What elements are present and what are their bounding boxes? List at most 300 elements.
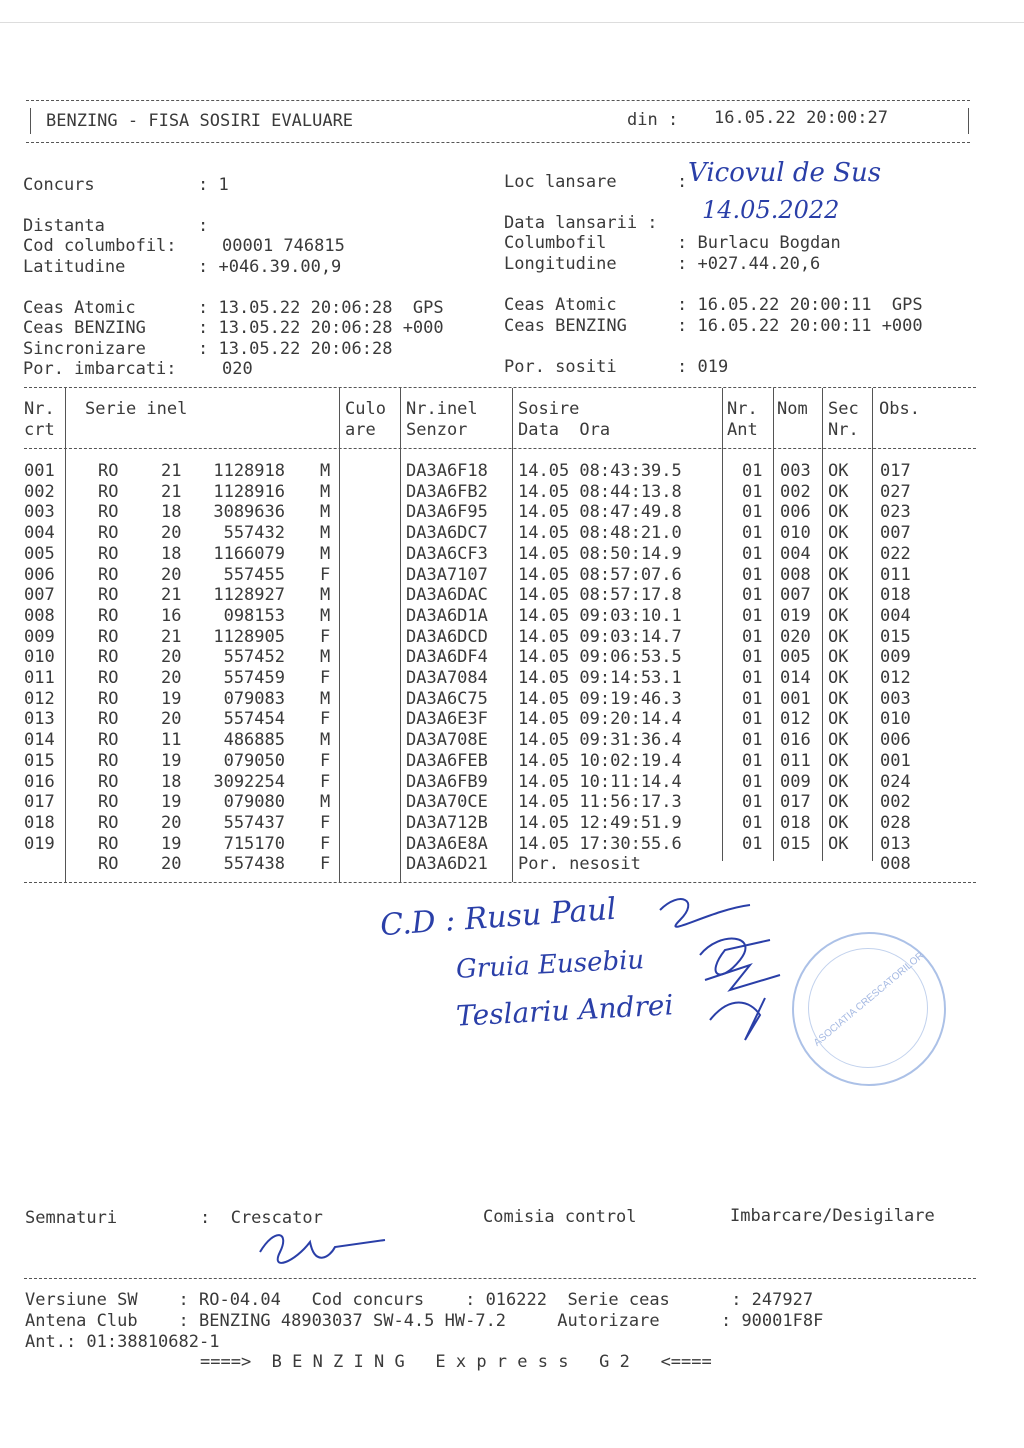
row-sec: OK — [828, 812, 849, 833]
imbarcare-label: Imbarcare/Desigilare — [730, 1206, 935, 1226]
row-sosire: 14.05 10:02:19.4 — [518, 750, 682, 771]
row-nr: 017 — [24, 792, 55, 813]
row-inel: 079050 — [223, 750, 285, 771]
row-senzor: DA3A6DCD — [406, 626, 488, 647]
row-senzor: DA3A6E3F — [406, 709, 488, 730]
row-sosire: 14.05 08:44:13.8 — [518, 481, 682, 502]
imbarcati-value: 020 — [222, 359, 253, 379]
benzing-express-line: ====> B E N Z I N G E x p r e s s G 2 <==== — [200, 1352, 712, 1372]
row-tara: RO — [98, 481, 119, 502]
row-sec: OK — [828, 605, 849, 626]
row-senzor: DA3A708E — [406, 730, 488, 751]
row-an: 21 — [161, 585, 182, 606]
row-nr: 003 — [24, 502, 55, 523]
row-tara: RO — [98, 585, 119, 606]
row-ant: 01 — [742, 585, 763, 606]
th-sec-nr: Nr. — [828, 420, 859, 440]
ceas-benzing-value: : 13.05.22 20:06:28 +000 — [198, 318, 444, 338]
row-sex: F — [320, 750, 331, 771]
row-tara: RO — [98, 750, 119, 771]
table-row — [0, 751, 1024, 772]
row-sec: OK — [828, 461, 849, 481]
row-tara: RO — [98, 461, 119, 481]
row-an: 20 — [161, 668, 182, 688]
row-an: 21 — [161, 626, 182, 647]
handwritten-cd-line: C.D : Rusu Paul — [379, 891, 618, 944]
data-lansarii-label: Data lansarii : — [504, 213, 658, 233]
row-nr: 012 — [24, 688, 55, 709]
row-sex: M — [320, 605, 331, 626]
row-sosire: Por. nesosit — [518, 854, 641, 875]
signature-scribbles — [650, 880, 800, 1050]
row-nom: 009 — [780, 771, 811, 792]
table-row — [0, 502, 1024, 523]
row-obs: 018 — [880, 585, 911, 606]
row-nom: 010 — [780, 523, 811, 544]
table-row — [0, 709, 1024, 730]
latitudine-value: : +046.39.00,9 — [198, 257, 342, 277]
row-nr: 018 — [24, 812, 55, 833]
ceas-benzing2-label: Ceas BENZING — [504, 316, 627, 336]
row-nr: 019 — [24, 833, 55, 854]
table-row — [0, 689, 1024, 710]
row-an: 19 — [161, 750, 182, 771]
row-sosire: 14.05 09:06:53.5 — [518, 647, 682, 668]
handwritten-line2: Gruia Eusebiu — [455, 945, 645, 985]
row-sex: M — [320, 543, 331, 564]
row-nr: 011 — [24, 668, 55, 688]
row-nr: 015 — [24, 750, 55, 771]
row-sosire: 14.05 09:20:14.4 — [518, 709, 682, 730]
ceas-atomic2-label: Ceas Atomic — [504, 295, 617, 315]
th-nr-inel: Nr.inel — [406, 399, 478, 419]
row-nom: 020 — [780, 626, 811, 647]
row-ant: 01 — [742, 771, 763, 792]
row-obs: 003 — [880, 688, 911, 709]
row-an: 20 — [161, 523, 182, 544]
imbarcati-label: Por. imbarcati: — [23, 359, 177, 379]
row-sosire: 14.05 08:47:49.8 — [518, 502, 682, 523]
row-senzor: DA3A6C75 — [406, 688, 488, 709]
row-sec: OK — [828, 833, 849, 854]
row-inel: 557452 — [223, 647, 285, 668]
row-nom: 008 — [780, 564, 811, 585]
row-nr: 007 — [24, 585, 55, 606]
row-sec: OK — [828, 564, 849, 585]
row-nr: 004 — [24, 523, 55, 544]
row-inel: 1128916 — [213, 481, 285, 502]
row-obs: 008 — [880, 854, 911, 875]
th-serie-inel: Serie inel — [85, 399, 188, 419]
row-inel: 557454 — [223, 709, 285, 730]
distanta-value: : — [198, 216, 209, 236]
handwritten-line3: Teslariu Andrei — [455, 988, 675, 1033]
row-inel: 079083 — [223, 688, 285, 709]
row-nom: 017 — [780, 792, 811, 813]
concurs-label: Concurs — [23, 175, 95, 195]
ceas-benzing2-value: : 16.05.22 20:00:11 +000 — [677, 316, 923, 336]
row-sex: M — [320, 585, 331, 606]
row-sec: OK — [828, 730, 849, 751]
data-lansarii-handwritten: 14.05.2022 — [702, 196, 840, 224]
row-obs: 028 — [880, 812, 911, 833]
row-senzor: DA3A6DC7 — [406, 523, 488, 544]
sincronizare-value: : 13.05.22 20:06:28 — [198, 339, 393, 359]
row-an: 21 — [161, 481, 182, 502]
sositi-label: Por. sositi — [504, 357, 617, 377]
row-senzor: DA3A6D1A — [406, 605, 488, 626]
sositi-value: : 019 — [677, 357, 729, 377]
table-row — [0, 668, 1024, 689]
loc-lansare-handwritten: Vicovul de Sus — [688, 158, 882, 188]
header-date-label: din : — [627, 110, 679, 130]
row-sex: M — [320, 523, 331, 544]
th-crt: crt — [24, 420, 55, 440]
table-row — [0, 854, 1024, 875]
table-row — [0, 606, 1024, 627]
row-nr: 014 — [24, 730, 55, 751]
row-inel: 557432 — [223, 523, 285, 544]
row-nr: 009 — [24, 626, 55, 647]
header-date-value: 16.05.22 20:00:27 — [714, 108, 888, 128]
row-sec: OK — [828, 626, 849, 647]
row-sex: F — [320, 812, 331, 833]
row-senzor: DA3A6FB9 — [406, 771, 488, 792]
row-tara: RO — [98, 709, 119, 730]
row-sex: M — [320, 792, 331, 813]
row-nr: 001 — [24, 461, 55, 481]
row-tara: RO — [98, 523, 119, 544]
row-sex: F — [320, 833, 331, 854]
row-ant: 01 — [742, 792, 763, 813]
row-tara: RO — [98, 502, 119, 523]
table-row — [0, 523, 1024, 544]
row-inel: 486885 — [223, 730, 285, 751]
table-row — [0, 813, 1024, 834]
row-senzor: DA3A6F18 — [406, 461, 488, 481]
row-sex: M — [320, 502, 331, 523]
table-header-bottom-border — [24, 448, 976, 449]
row-inel: 715170 — [223, 833, 285, 854]
th-sec: Sec — [828, 399, 859, 419]
footer-separator — [24, 1278, 976, 1279]
loc-lansare-colon: : — [677, 172, 688, 192]
row-inel: 098153 — [223, 605, 285, 626]
row-senzor: DA3A6DF4 — [406, 647, 488, 668]
row-obs: 013 — [880, 833, 911, 854]
row-obs: 023 — [880, 502, 911, 523]
row-ant: 01 — [742, 564, 763, 585]
row-an: 20 — [161, 812, 182, 833]
row-inel: 079080 — [223, 792, 285, 813]
row-ant: 01 — [742, 461, 763, 481]
row-ant: 01 — [742, 543, 763, 564]
row-obs: 010 — [880, 709, 911, 730]
row-an: 18 — [161, 771, 182, 792]
row-sosire: 14.05 08:48:21.0 — [518, 523, 682, 544]
row-senzor: DA3A6CF3 — [406, 543, 488, 564]
row-obs: 022 — [880, 543, 911, 564]
longitudine-label: Longitudine — [504, 254, 617, 274]
columbofil-value: : Burlacu Bogdan — [677, 233, 841, 253]
th-senzor: Senzor — [406, 420, 468, 440]
cod-columbofil-label: Cod columbofil: — [23, 236, 177, 256]
th-sosire: Sosire — [518, 399, 580, 419]
row-sex: M — [320, 688, 331, 709]
row-inel: 3089636 — [213, 502, 285, 523]
row-sosire: 14.05 09:31:36.4 — [518, 730, 682, 751]
row-sec: OK — [828, 481, 849, 502]
row-tara: RO — [98, 771, 119, 792]
concurs-value: : 1 — [198, 175, 229, 195]
row-senzor: DA3A70CE — [406, 792, 488, 813]
row-sosire: 14.05 09:19:46.3 — [518, 688, 682, 709]
row-nom: 011 — [780, 750, 811, 771]
latitudine-label: Latitudine — [23, 257, 126, 277]
scan-edge-line — [0, 22, 1024, 23]
row-inel: 557438 — [223, 854, 285, 875]
th-ant: Ant — [727, 420, 758, 440]
row-inel: 3092254 — [213, 771, 285, 792]
row-senzor: DA3A6FEB — [406, 750, 488, 771]
row-ant: 01 — [742, 647, 763, 668]
table-row — [0, 772, 1024, 793]
ant-line: Ant.: 01:38810682-1 — [25, 1332, 220, 1352]
ceas-benzing-label: Ceas BENZING — [23, 318, 146, 338]
row-nom: 016 — [780, 730, 811, 751]
header-title: BENZING - FISA SOSIRI EVALUARE — [46, 111, 354, 131]
comisia-label: Comisia control — [483, 1207, 637, 1227]
row-inel: 1128918 — [213, 461, 285, 481]
row-sosire: 14.05 08:57:17.8 — [518, 585, 682, 606]
row-an: 20 — [161, 564, 182, 585]
row-nom: 004 — [780, 543, 811, 564]
row-senzor: DA3A6DAC — [406, 585, 488, 606]
header-left-border — [30, 108, 31, 134]
row-ant: 01 — [742, 812, 763, 833]
th-nom: Nom — [777, 399, 808, 419]
row-ant: 01 — [742, 626, 763, 647]
row-sex: F — [320, 771, 331, 792]
row-sex: F — [320, 668, 331, 688]
row-sex: F — [320, 709, 331, 730]
table-row — [0, 647, 1024, 668]
row-tara: RO — [98, 543, 119, 564]
row-sosire: 14.05 08:43:39.5 — [518, 461, 682, 481]
row-an: 20 — [161, 854, 182, 875]
row-nr: 002 — [24, 481, 55, 502]
row-sex: M — [320, 647, 331, 668]
table-top-border — [24, 387, 976, 388]
row-inel: 1128905 — [213, 626, 285, 647]
row-ant: 01 — [742, 502, 763, 523]
table-row — [0, 544, 1024, 565]
row-sex: F — [320, 626, 331, 647]
row-ant: 01 — [742, 750, 763, 771]
th-data-ora: Data Ora — [518, 420, 611, 440]
row-tara: RO — [98, 792, 119, 813]
row-an: 19 — [161, 833, 182, 854]
row-sec: OK — [828, 647, 849, 668]
row-sosire: 14.05 08:57:07.6 — [518, 564, 682, 585]
row-tara: RO — [98, 605, 119, 626]
row-sosire: 14.05 12:49:51.9 — [518, 812, 682, 833]
row-ant: 01 — [742, 709, 763, 730]
row-sex: F — [320, 564, 331, 585]
row-tara: RO — [98, 812, 119, 833]
row-obs: 004 — [880, 605, 911, 626]
row-inel: 557459 — [223, 668, 285, 688]
row-nom: 018 — [780, 812, 811, 833]
row-sex: M — [320, 461, 331, 481]
ceas-atomic-label: Ceas Atomic — [23, 298, 136, 318]
th-nr-ant: Nr. — [727, 399, 758, 419]
row-sec: OK — [828, 668, 849, 688]
row-ant: 01 — [742, 730, 763, 751]
row-an: 16 — [161, 605, 182, 626]
row-tara: RO — [98, 688, 119, 709]
row-nom: 007 — [780, 585, 811, 606]
semnaturi-label: Semnaturi — [25, 1208, 118, 1228]
row-sosire: 14.05 11:56:17.3 — [518, 792, 682, 813]
row-sosire: 14.05 09:03:10.1 — [518, 605, 682, 626]
row-inel: 1166079 — [213, 543, 285, 564]
row-sec: OK — [828, 750, 849, 771]
row-ant: 01 — [742, 668, 763, 688]
crescator-label: : Crescator — [200, 1208, 323, 1228]
row-ant: 01 — [742, 833, 763, 854]
row-tara: RO — [98, 833, 119, 854]
row-an: 11 — [161, 730, 182, 751]
row-tara: RO — [98, 668, 119, 688]
header-top-border — [26, 100, 970, 101]
row-obs: 024 — [880, 771, 911, 792]
row-ant: 01 — [742, 605, 763, 626]
row-sec: OK — [828, 688, 849, 709]
row-inel: 557437 — [223, 812, 285, 833]
row-nom: 015 — [780, 833, 811, 854]
row-sec: OK — [828, 709, 849, 730]
header-bottom-border — [26, 142, 970, 143]
row-sosire: 14.05 17:30:55.6 — [518, 833, 682, 854]
row-nom: 002 — [780, 481, 811, 502]
row-nom: 001 — [780, 688, 811, 709]
th-nr: Nr. — [24, 399, 55, 419]
row-sex: M — [320, 730, 331, 751]
row-obs: 001 — [880, 750, 911, 771]
row-sex: F — [320, 854, 331, 875]
row-senzor: DA3A6FB2 — [406, 481, 488, 502]
row-an: 20 — [161, 709, 182, 730]
row-nr: 006 — [24, 564, 55, 585]
table-row — [0, 461, 1024, 482]
row-sosire: 14.05 09:03:14.7 — [518, 626, 682, 647]
row-nom: 006 — [780, 502, 811, 523]
antena-line: Antena Club : BENZING 48903037 SW-4.5 HW-7.2 Autorizare : 90001F8F — [25, 1311, 824, 1331]
row-sec: OK — [828, 585, 849, 606]
loc-lansare-label: Loc lansare — [504, 172, 617, 192]
row-nr: 016 — [24, 771, 55, 792]
row-sec: OK — [828, 771, 849, 792]
row-obs: 002 — [880, 792, 911, 813]
row-ant: 01 — [742, 481, 763, 502]
row-nom: 014 — [780, 668, 811, 688]
row-ant: 01 — [742, 523, 763, 544]
row-obs: 017 — [880, 461, 911, 481]
row-obs: 006 — [880, 730, 911, 751]
row-inel: 557455 — [223, 564, 285, 585]
row-senzor: DA3A6E8A — [406, 833, 488, 854]
row-senzor: DA3A7084 — [406, 668, 488, 688]
row-nr: 005 — [24, 543, 55, 564]
row-ant: 01 — [742, 688, 763, 709]
row-obs: 027 — [880, 481, 911, 502]
th-culo: Culo — [345, 399, 386, 419]
row-nom: 019 — [780, 605, 811, 626]
row-nom: 003 — [780, 461, 811, 481]
row-senzor: DA3A712B — [406, 812, 488, 833]
row-senzor: DA3A7107 — [406, 564, 488, 585]
table-row — [0, 834, 1024, 855]
sincronizare-label: Sincronizare — [23, 339, 146, 359]
table-row — [0, 730, 1024, 751]
versiune-line: Versiune SW : RO-04.04 Cod concurs : 016222 Serie ceas : 247927 — [25, 1290, 814, 1310]
row-sec: OK — [828, 792, 849, 813]
th-obs: Obs. — [879, 399, 920, 419]
table-body — [0, 461, 1024, 881]
row-an: 19 — [161, 688, 182, 709]
row-obs: 015 — [880, 626, 911, 647]
row-sec: OK — [828, 523, 849, 544]
row-sosire: 14.05 09:14:53.1 — [518, 668, 682, 688]
ceas-atomic2-value: : 16.05.22 20:00:11 GPS — [677, 295, 923, 315]
crescator-signature — [255, 1222, 395, 1272]
row-sosire: 14.05 10:11:14.4 — [518, 771, 682, 792]
row-nom: 005 — [780, 647, 811, 668]
row-nr: 013 — [24, 709, 55, 730]
distanta-label: Distanta — [23, 216, 105, 236]
row-senzor: DA3A6F95 — [406, 502, 488, 523]
table-row — [0, 792, 1024, 813]
row-tara: RO — [98, 564, 119, 585]
row-nr: 010 — [24, 647, 55, 668]
row-tara: RO — [98, 647, 119, 668]
row-inel: 1128927 — [213, 585, 285, 606]
row-nr: 008 — [24, 605, 55, 626]
row-sosire: 14.05 08:50:14.9 — [518, 543, 682, 564]
row-obs: 011 — [880, 564, 911, 585]
row-tara: RO — [98, 626, 119, 647]
row-senzor: DA3A6D21 — [406, 854, 488, 875]
row-obs: 007 — [880, 523, 911, 544]
table-row — [0, 627, 1024, 648]
row-an: 21 — [161, 461, 182, 481]
longitudine-value: : +027.44.20,6 — [677, 254, 821, 274]
ceas-atomic-value: : 13.05.22 20:06:28 GPS — [198, 298, 444, 318]
cod-columbofil-value: 00001 746815 — [222, 236, 345, 256]
header-right-border — [968, 108, 969, 134]
row-nom: 012 — [780, 709, 811, 730]
row-obs: 009 — [880, 647, 911, 668]
row-an: 18 — [161, 502, 182, 523]
columbofil-label: Columbofil — [504, 233, 607, 253]
table-row — [0, 482, 1024, 503]
row-sec: OK — [828, 502, 849, 523]
row-obs: 012 — [880, 668, 911, 688]
association-stamp: ASOCIATIA CRESCATORILOR — [792, 932, 946, 1086]
row-an: 19 — [161, 792, 182, 813]
row-an: 20 — [161, 647, 182, 668]
